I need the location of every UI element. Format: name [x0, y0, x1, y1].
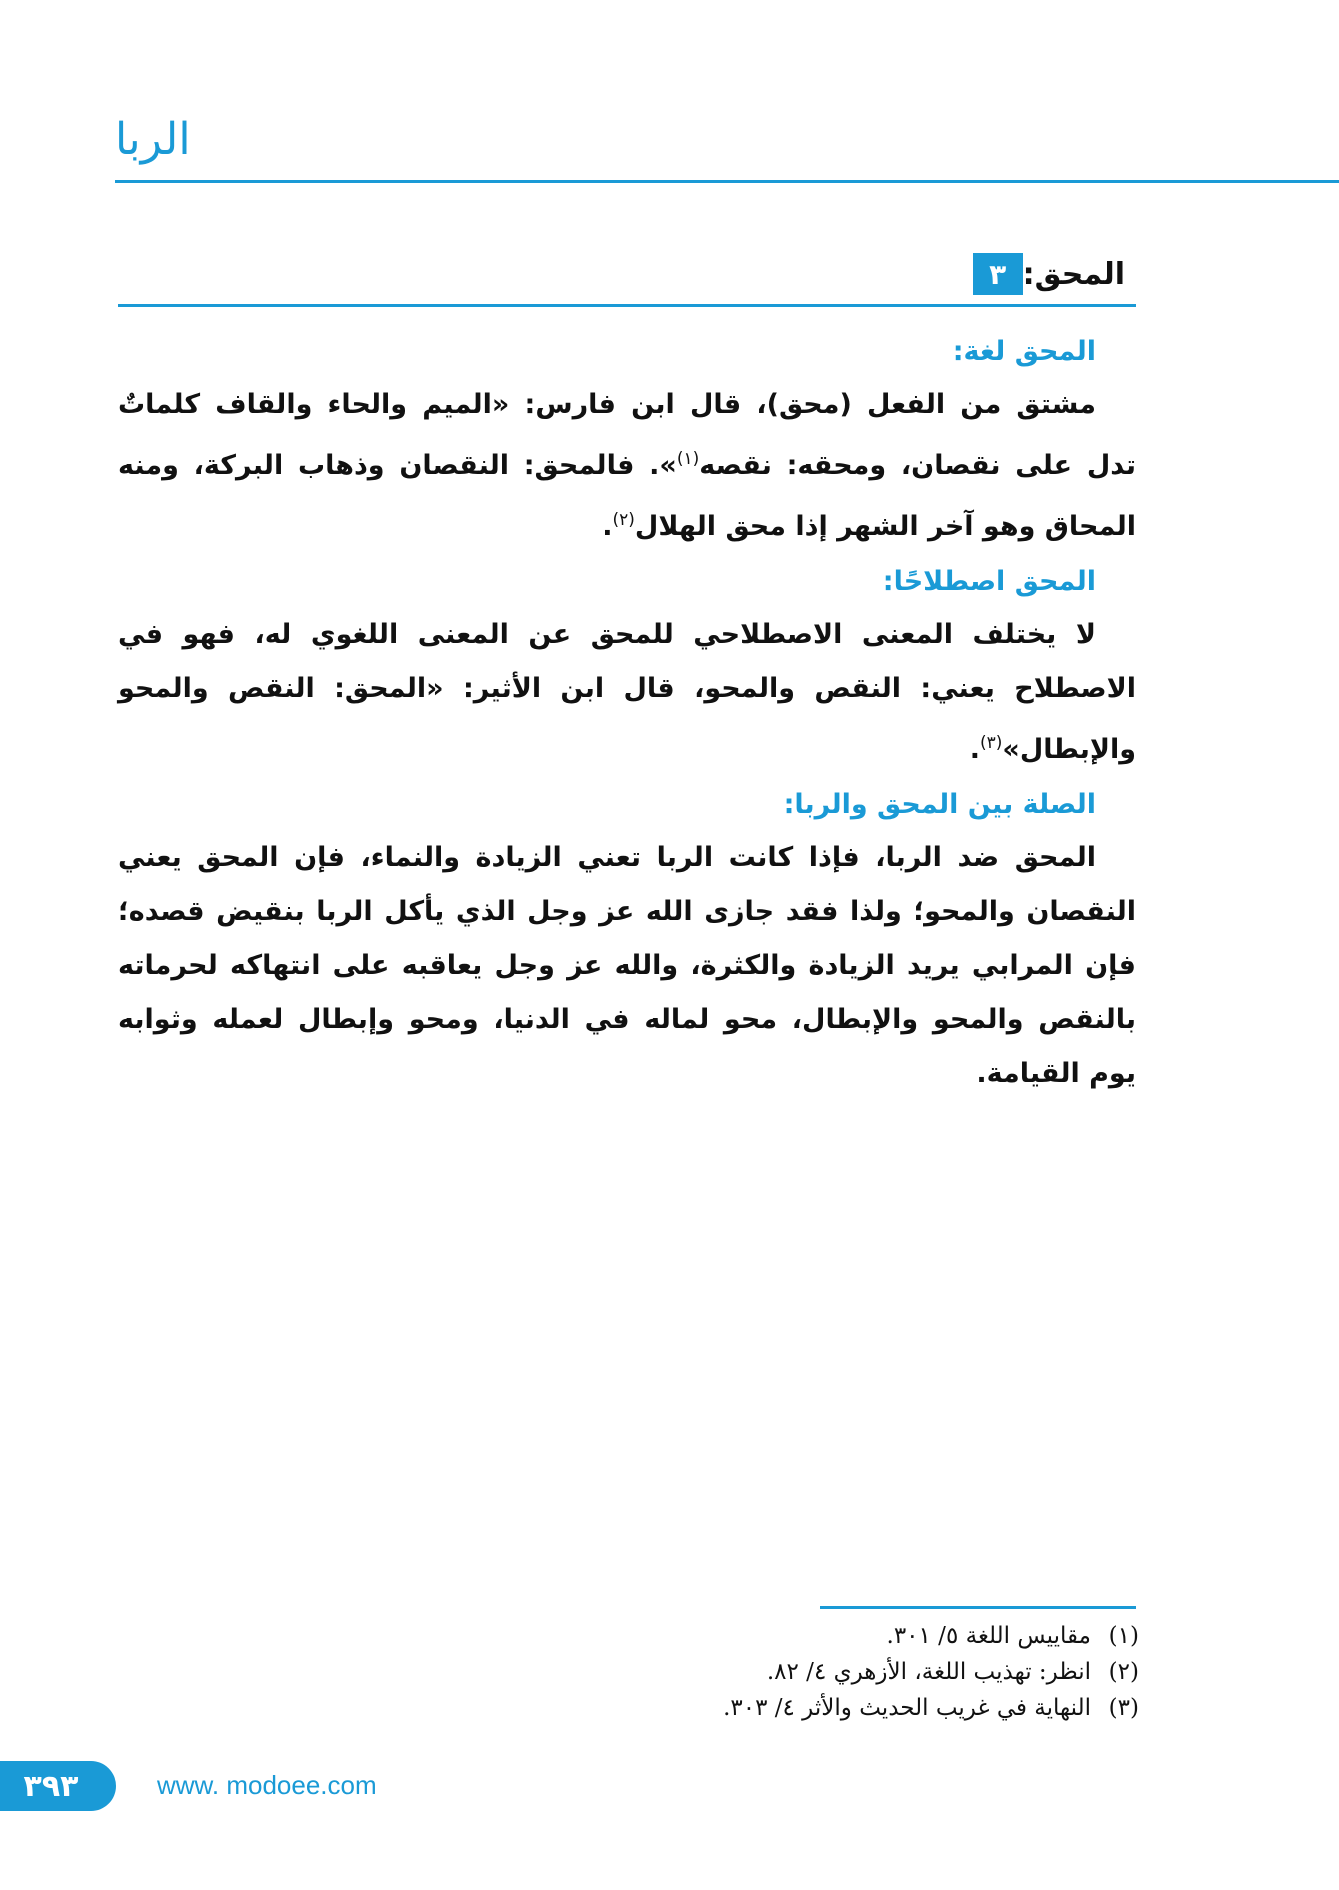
section-number-badge: ٣: [973, 253, 1023, 295]
paragraph-linguistic: [118, 378, 1136, 554]
paragraph-end: .: [969, 734, 980, 765]
main-content: [118, 324, 1136, 1101]
subheading-technical: المحق اصطلاحًا:: [882, 566, 1096, 597]
section-rule: [118, 304, 1136, 307]
footnote-number: (٢): [1108, 1659, 1139, 1685]
paragraph-text: ». فالمحق: النقصان وذهاب البركة، ومنه المحاق وهو آخر الشهر إذا محق الهلال: [118, 450, 1136, 542]
footnote-text: انظر: تهذيب اللغة، الأزهري ٤/ ٨٢.: [766, 1659, 1091, 1685]
section-title: المحق:: [1022, 256, 1125, 292]
paragraph-end: .: [602, 511, 613, 542]
page-number-badge: ٣٩٣: [0, 1761, 116, 1811]
website-link[interactable]: www. modoee.com: [157, 1770, 377, 1800]
paragraph-text: لا يختلف المعنى الاصطلاحي للمحق عن المعنى اللغوي له، فهو في الاصطلاح يعني: النقص والمحو، قال ابن الأثير: «المحق: النقص والمحو والإبطال»: [118, 619, 1136, 765]
footnote-number: (١): [1108, 1623, 1139, 1649]
footnote-text: النهاية في غريب الحديث والأثر ٤/ ٣٠٣.: [723, 1695, 1091, 1721]
footnote-rule: [820, 1606, 1136, 1609]
paragraph-technical: [118, 608, 1136, 777]
footnote-number: (٣): [1108, 1695, 1139, 1721]
paragraph-relation: المحق ضد الربا، فإذا كانت الربا تعني الزيادة والنماء، فإن المحق يعني النقصان والمحو؛ ولذا فقد جازى الله عز وجل الذي يأكل الربا بنقيض قصده؛ فإن المرابي يريد الزيادة والكثرة، والله عز وجل يعاقبه على انتهاكه لحرماته بالنقص والمحو والإبطال، محو لماله في الدنيا، ومحو وإبطال لعمله وثوابه يوم القيامة.: [118, 842, 1136, 1089]
footnote-item: [723, 1690, 1139, 1726]
subheading-relation: الصلة بين المحق والربا:: [783, 789, 1096, 820]
footnote-item: [723, 1654, 1139, 1690]
running-header-title: الربا: [115, 114, 191, 165]
paragraph-text: مشتق من الفعل (محق)، قال ابن فارس: «الميم والحاء والقاف كلماتٌ تدل على نقصان، ومحقه: نقصه: [118, 389, 1136, 481]
header-rule: [115, 180, 1339, 183]
section-heading: [973, 253, 1139, 295]
footnote-text: مقاييس اللغة ٥/ ٣٠١.: [886, 1623, 1091, 1649]
subheading-linguistic: المحق لغة:: [952, 336, 1096, 367]
footnote-item: [723, 1618, 1139, 1654]
footnote-ref-1[interactable]: (١): [676, 449, 700, 469]
footnote-ref-3[interactable]: (٣): [979, 733, 1003, 753]
footnotes: [723, 1618, 1139, 1726]
footnote-ref-2[interactable]: (٢): [612, 510, 635, 530]
